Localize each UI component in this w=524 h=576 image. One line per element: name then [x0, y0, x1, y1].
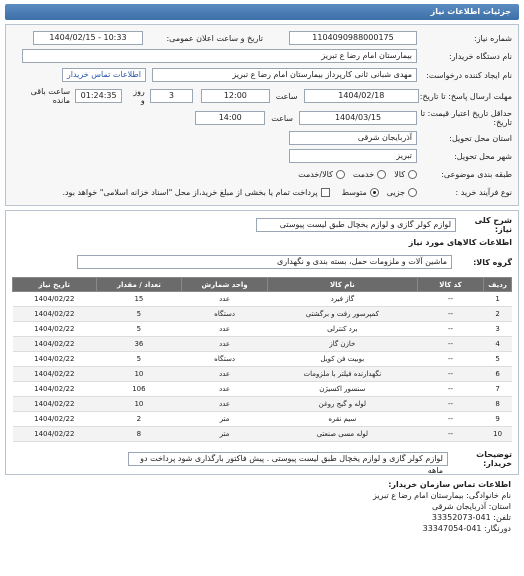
table-header-row [13, 278, 512, 292]
reply-deadline-row [12, 85, 512, 107]
process-label: نوع فرآیند خرید : [455, 187, 512, 197]
cell-unit: عدد [182, 322, 268, 337]
page-title: جزئیات اطلاعات نیاز [5, 4, 519, 20]
cell-row-num: 4 [484, 337, 512, 352]
cell-row-num: 9 [484, 412, 512, 427]
cell-name: لوله مسی صنعتی [267, 427, 417, 442]
cell-quantity: 15 [96, 292, 182, 307]
need-details-panel [5, 24, 519, 206]
days-label: روز و [133, 87, 145, 105]
validity-label: حداقل تاریخ اعتبار قیمت: تا تاریخ: [420, 109, 512, 127]
cell-quantity: 2 [96, 412, 182, 427]
contact-heading: اطلاعات تماس سازمان خریدار: [388, 480, 511, 489]
cell-date: 1404/02/22 [13, 352, 97, 367]
cell-quantity: 10 [96, 367, 182, 382]
cell-quantity: 36 [96, 337, 182, 352]
cell-date: 1404/02/22 [13, 307, 97, 322]
cell-name: نگهدارنده فیلتر با ملزومات [267, 367, 417, 382]
cell-name: بوبیت فن کویل [267, 352, 417, 367]
cell-name: لوله و گیج روغن [267, 397, 417, 412]
reply-time-field: 12:00 [201, 89, 270, 103]
cell-quantity: 5 [96, 322, 182, 337]
goods-table [12, 277, 512, 442]
cell-code: -- [417, 322, 483, 337]
summary-field: لوازم کولر گازی و لوازم یخچال طبق لیست پیوستی [256, 218, 456, 232]
contact-line: استان: آذربایجان شرقی [431, 502, 511, 511]
buyer-contact-info [5, 479, 519, 534]
buyer-notes-row [12, 448, 512, 475]
table-row [13, 367, 512, 382]
table-row [13, 337, 512, 352]
remaining-field: 01:24:35 [75, 89, 122, 103]
contact-line: دورنگار: 041-33347054 [422, 524, 511, 533]
table-row [13, 382, 512, 397]
cell-name: خازن گاز [267, 337, 417, 352]
category-option-service[interactable]: خدمت [353, 170, 386, 179]
cell-name: سیم نقره [267, 412, 417, 427]
cell-unit: عدد [182, 367, 268, 382]
cell-date: 1404/02/22 [13, 382, 97, 397]
reply-deadline-label: مهلت ارسال پاسخ: تا تاریخ: [419, 91, 512, 101]
radio-selected-icon[interactable] [370, 188, 379, 197]
need-number-row [12, 29, 512, 47]
cell-code: -- [417, 367, 483, 382]
cell-quantity: 10 [96, 397, 182, 412]
validity-date-field: 1404/03/15 [299, 111, 417, 125]
table-row [13, 292, 512, 307]
need-number-label: شماره نیاز: [474, 33, 512, 43]
remaining-label: ساعت باقی مانده [30, 87, 71, 105]
category-option-goods-service[interactable]: کالا/خدمت [298, 170, 345, 179]
validity-row [12, 107, 512, 129]
table-row [13, 427, 512, 442]
checkbox-icon[interactable] [321, 188, 330, 197]
reply-time-label: ساعت [275, 91, 298, 101]
cell-row-num: 2 [484, 307, 512, 322]
cell-code: -- [417, 412, 483, 427]
creator-label: نام ایجاد کننده درخواست: [426, 70, 512, 80]
buyer-field: بیمارستان امام رضا ع تبریز [22, 49, 417, 63]
cell-date: 1404/02/22 [13, 412, 97, 427]
validity-time-field: 14:00 [195, 111, 265, 125]
process-option-medium[interactable]: متوسط [342, 188, 379, 197]
group-row [12, 251, 512, 273]
process-option-minor[interactable]: جزیی [387, 188, 417, 197]
days-field: 3 [150, 89, 193, 103]
cell-quantity: 5 [96, 307, 182, 322]
cell-row-num: 10 [484, 427, 512, 442]
column-header-code: کد کالا [417, 278, 483, 292]
cell-code: -- [417, 397, 483, 412]
cell-date: 1404/02/22 [13, 337, 97, 352]
cell-code: -- [417, 337, 483, 352]
category-row [12, 165, 512, 183]
cell-unit: متر [182, 427, 268, 442]
cell-unit: متر [182, 412, 268, 427]
cell-code: -- [417, 307, 483, 322]
cell-date: 1404/02/22 [13, 427, 97, 442]
cell-name: برد کنترلی [267, 322, 417, 337]
cell-quantity: 5 [96, 352, 182, 367]
announce-label: تاریخ و ساعت اعلان عمومی: [166, 33, 263, 43]
table-row [13, 352, 512, 367]
table-row [13, 412, 512, 427]
city-row [12, 147, 512, 165]
cell-row-num: 8 [484, 397, 512, 412]
cell-code: -- [417, 382, 483, 397]
table-row [13, 322, 512, 337]
column-header-name: نام کالا [267, 278, 417, 292]
buyer-notes-field: لوازم کولر گازی و لوازم یخچال طبق لیست پیوستی . پیش فاکتور بارگذاری شود پرداخت دو ماهه [128, 452, 448, 466]
city-label: شهر محل تحویل: [454, 151, 512, 161]
column-header-date: تاریخ نیاز [13, 278, 97, 292]
buyer-notes-label: توضیحات خریدار: [476, 450, 512, 468]
cell-row-num: 1 [484, 292, 512, 307]
cell-date: 1404/02/22 [13, 367, 97, 382]
cell-unit: عدد [182, 382, 268, 397]
category-option-goods[interactable]: کالا [394, 170, 417, 179]
cell-row-num: 6 [484, 367, 512, 382]
creator-field: مهدی شبانی ثانی کارپرداز بیمارستان امام رضا ع تبریز [152, 68, 417, 82]
cell-unit: دستگاه [182, 352, 268, 367]
reply-date-field: 1404/02/18 [304, 89, 420, 103]
category-label: طبقه بندی موضوعی: [441, 169, 512, 179]
cell-quantity: 8 [96, 427, 182, 442]
column-header-quantity: تعداد / مقدار [96, 278, 182, 292]
creator-row [12, 65, 512, 85]
goods-heading: اطلاعات کالاهای مورد نیاز [408, 238, 512, 247]
buyer-contact-link[interactable]: اطلاعات تماس خریدار [62, 68, 146, 82]
radio-icon[interactable] [336, 170, 345, 179]
cell-code: -- [417, 352, 483, 367]
group-label: گروه کالا: [473, 257, 512, 267]
contact-line: نام خانوادگی: بیمارستان امام رضا ع تبریز [372, 491, 511, 500]
summary-row [12, 215, 512, 235]
cell-quantity: 106 [96, 382, 182, 397]
radio-icon[interactable] [377, 170, 386, 179]
cell-code: -- [417, 427, 483, 442]
table-row [13, 307, 512, 322]
payment-note[interactable]: پرداخت تمام یا بخشی از مبلغ خرید،از محل "اسناد خزانه اسلامی" خواهد بود. [62, 188, 329, 197]
radio-icon[interactable] [408, 170, 417, 179]
province-field: آذربایجان شرقی [289, 131, 417, 145]
cell-unit: دستگاه [182, 307, 268, 322]
contact-line: تلفن: 041-33352073 [431, 513, 511, 522]
cell-name: گاز فیرد [267, 292, 417, 307]
table-row [13, 397, 512, 412]
cell-date: 1404/02/22 [13, 397, 97, 412]
cell-date: 1404/02/22 [13, 322, 97, 337]
cell-unit: عدد [182, 337, 268, 352]
buyer-row [12, 47, 512, 65]
process-row [12, 183, 512, 201]
cell-unit: عدد [182, 292, 268, 307]
column-header-row-num: ردیف [484, 278, 512, 292]
summary-label: شرح کلی نیاز: [474, 216, 512, 234]
validity-time-label: ساعت [271, 113, 293, 123]
province-row [12, 129, 512, 147]
goods-section [5, 210, 519, 475]
province-label: استان محل تحویل: [449, 133, 512, 143]
cell-name: کمپرسور رفت و برگشتی [267, 307, 417, 322]
cell-row-num: 3 [484, 322, 512, 337]
group-field: ماشین آلات و ملزومات حمل، بسته بندی و نگهداری [77, 255, 452, 269]
radio-icon[interactable] [408, 188, 417, 197]
announce-field: 1404/02/15 - 10:33 [33, 31, 143, 45]
cell-code: -- [417, 292, 483, 307]
column-header-unit: واحد شمارش [182, 278, 268, 292]
city-field: تبریز [289, 149, 417, 163]
cell-date: 1404/02/22 [13, 292, 97, 307]
need-number-field: 1104090988000175 [289, 31, 417, 45]
cell-unit: عدد [182, 397, 268, 412]
cell-name: سنسور اکسیژن [267, 382, 417, 397]
cell-row-num: 7 [484, 382, 512, 397]
buyer-label: نام دستگاه خریدار: [449, 51, 512, 61]
cell-row-num: 5 [484, 352, 512, 367]
